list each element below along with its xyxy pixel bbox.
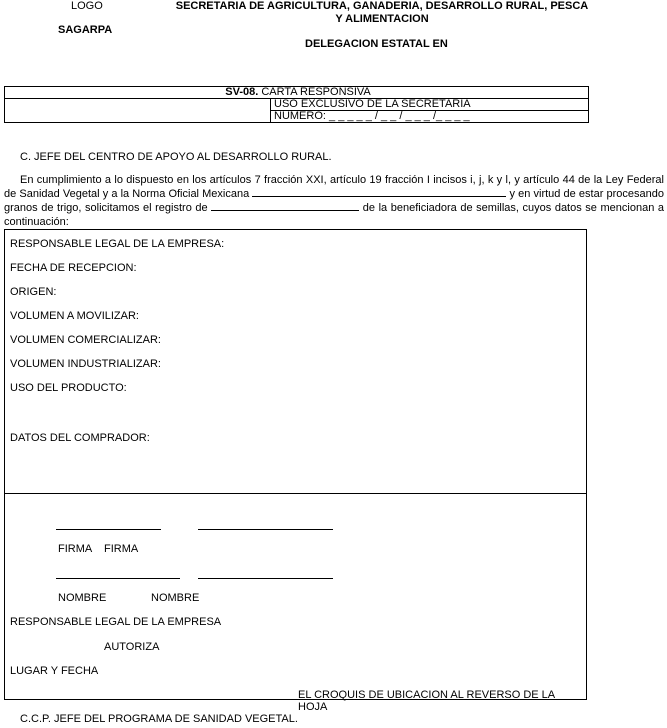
nom-blank-field[interactable] bbox=[252, 187, 506, 197]
exclusive-use-cell: USO EXCLUSIVO DE LA SECRETARIA bbox=[271, 99, 589, 111]
field-product-use[interactable]: USO DEL PRODUCTO: bbox=[10, 382, 127, 394]
form-id-table bbox=[4, 86, 589, 123]
number-mask: _ _ _ _ _ / _ _ / _ _ _ /_ _ _ _ bbox=[329, 110, 470, 122]
number-label: NUMERO: bbox=[274, 110, 326, 122]
nombre-label-2: NOMBRE bbox=[151, 592, 200, 604]
nombre-label-1: NOMBRE bbox=[58, 592, 107, 604]
blank-cell bbox=[5, 111, 271, 123]
form-name: CARTA RESPONSIVA bbox=[261, 86, 371, 98]
form-title-row bbox=[5, 87, 589, 99]
section-divider bbox=[5, 493, 586, 494]
signature-line-2[interactable] bbox=[198, 529, 333, 530]
carbon-copy-note: C.C.P. JEFE DEL PROGRAMA DE SANIDAD VEGETAL. bbox=[20, 713, 298, 725]
field-legal-rep[interactable]: RESPONSABLE LEGAL DE LA EMPRESA: bbox=[10, 238, 225, 250]
registry-blank-field[interactable] bbox=[211, 201, 359, 211]
request-paragraph bbox=[4, 173, 664, 229]
sketch-note: EL CROQUIS DE UBICACION AL REVERSO DE LA HOJA bbox=[298, 689, 555, 713]
name-line-1[interactable] bbox=[56, 578, 180, 579]
authorizes-caption: AUTORIZA bbox=[104, 641, 160, 653]
field-volume-commercial[interactable]: VOLUMEN COMERCIALIZAR: bbox=[10, 334, 161, 346]
agency-name-line1: SECRETARIA DE AGRICULTURA, GANADERIA, DESARROLLO RURAL, PESCA bbox=[175, 0, 589, 12]
field-buyer-data[interactable]: DATOS DEL COMPRADOR: bbox=[10, 432, 150, 444]
field-volume-move[interactable]: VOLUMEN A MOVILIZAR: bbox=[10, 310, 139, 322]
logo-placeholder: LOGO bbox=[71, 0, 103, 12]
blank-cell bbox=[5, 99, 271, 111]
field-origin[interactable]: ORIGEN: bbox=[10, 286, 57, 298]
agency-name-line2: Y ALIMENTACION bbox=[335, 13, 429, 25]
delegation-title: DELEGACION ESTATAL EN bbox=[305, 38, 448, 50]
legal-rep-caption: RESPONSABLE LEGAL DE LA EMPRESA bbox=[10, 616, 222, 628]
field-volume-industrial[interactable]: VOLUMEN INDUSTRIALIZAR: bbox=[10, 358, 161, 370]
exclusive-use-row bbox=[5, 99, 589, 111]
company-data-box bbox=[4, 229, 587, 713]
place-date-label[interactable]: LUGAR Y FECHA bbox=[10, 665, 99, 677]
agency-name bbox=[172, 0, 592, 26]
form-title-cell bbox=[5, 87, 589, 99]
agency-acronym: SAGARPA bbox=[58, 24, 113, 36]
firma-label-2: FIRMA bbox=[104, 543, 139, 555]
paragraph-text-3: de la beneficiadora de semillas, cuyos datos se mencionan a continuación: bbox=[4, 202, 664, 228]
firma-label-1: FIRMA bbox=[58, 543, 93, 555]
field-reception-date[interactable]: FECHA DE RECEPCION: bbox=[10, 262, 137, 274]
paragraph-text-2: y en virtud de estar procesando granos de trigo, solicitamos el registro de bbox=[4, 188, 665, 214]
number-row bbox=[5, 111, 589, 123]
number-cell[interactable] bbox=[271, 111, 589, 123]
form-code: SV-08. bbox=[225, 86, 259, 98]
addressee: C. JEFE DEL CENTRO DE APOYO AL DESARROLLO RURAL. bbox=[20, 151, 332, 163]
paragraph-text-1: En cumplimiento a lo dispuesto en los artículos 7 fracción XXI, artículo 19 fracción I incisos i, j, k y l, y artículo 44 de la Ley Federal de Sanidad Vegetal y a la Norma Oficial Mexicana bbox=[4, 174, 664, 200]
signature-line-1[interactable] bbox=[56, 529, 161, 530]
name-line-2[interactable] bbox=[198, 578, 333, 579]
